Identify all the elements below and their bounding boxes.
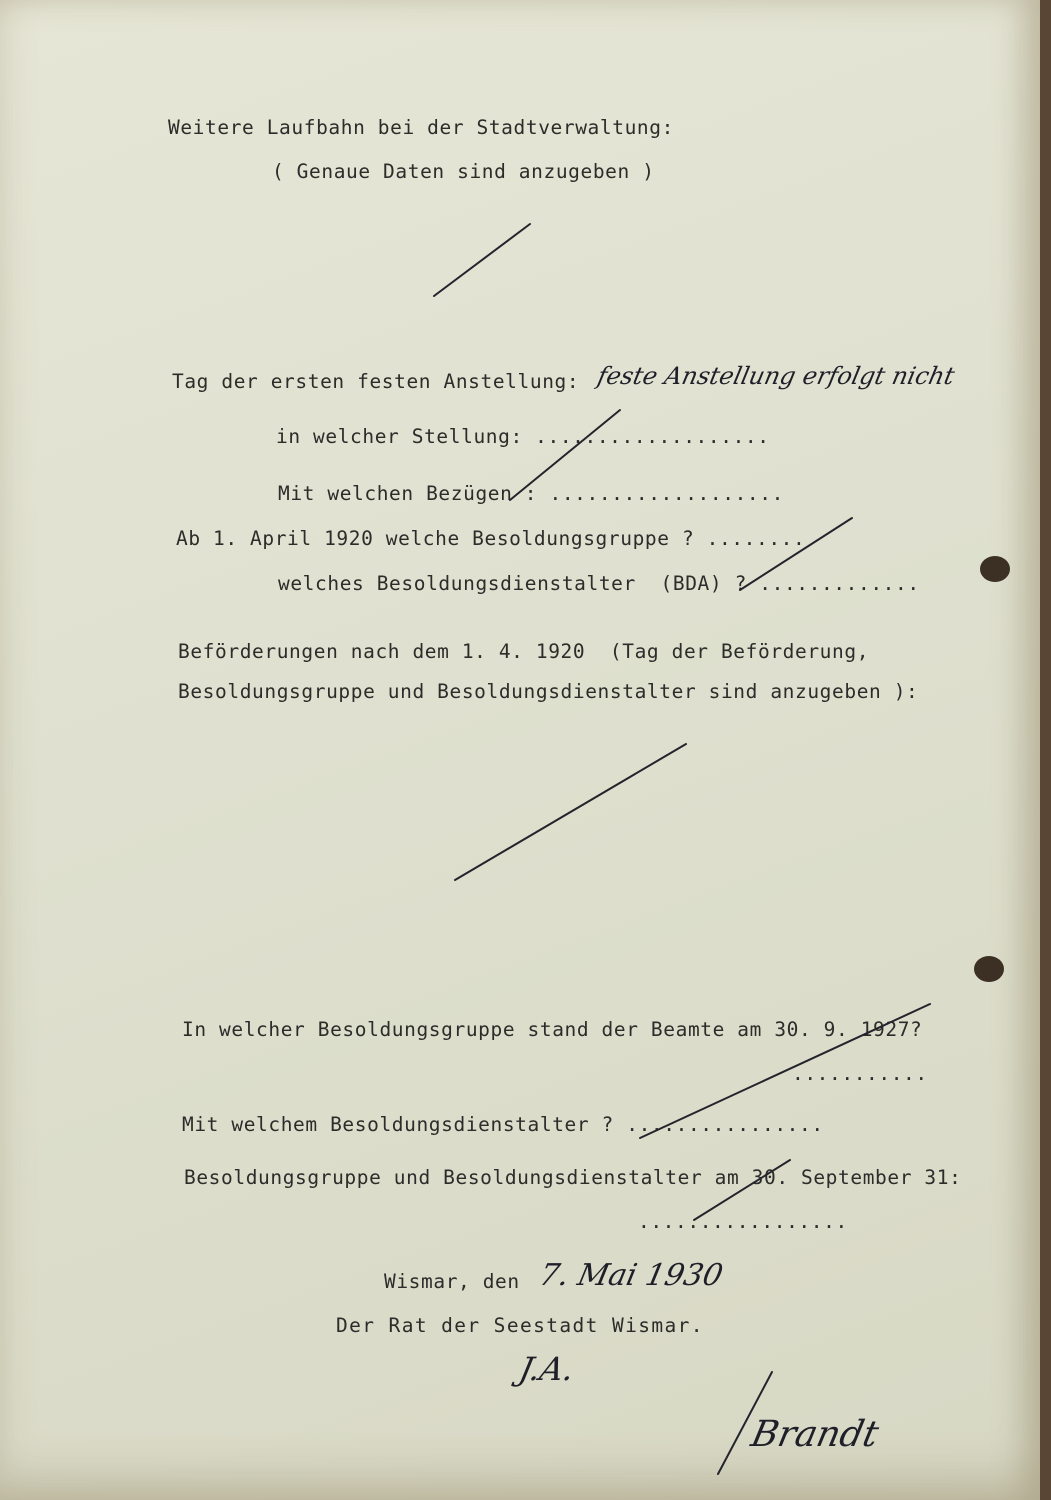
status-1931-question: Besoldungsgruppe und Besoldungsdienstalter am 30. September 31: <box>184 1166 962 1189</box>
punch-hole-top <box>980 556 1010 582</box>
council-line: Der Rat der Seestadt Wismar. <box>336 1314 704 1337</box>
status-1931-dots: ................. <box>638 1210 848 1233</box>
first-employment-label: Tag der ersten festen Anstellung: <box>172 370 580 393</box>
seniority-field: Mit welchem Besoldungsdienstalter ? ................ <box>182 1113 824 1136</box>
bda-field: welches Besoldungsdienstalter (BDA) ? ............. <box>278 572 920 595</box>
pay-group-1927-question: In welcher Besoldungsgruppe stand der Beamte am 30. 9. 1927? <box>182 1018 923 1041</box>
section-note: ( Genaue Daten sind anzugeben ) <box>272 160 655 183</box>
pay-group-1920-field: Ab 1. April 1920 welche Besoldungsgruppe ? ........ <box>176 527 806 550</box>
position-field: in welcher Stellung: ................... <box>276 425 770 448</box>
salary-field: Mit welchen Bezügen : ................... <box>278 482 784 505</box>
place-label: Wismar, den <box>384 1270 520 1293</box>
signature-handwritten: Brandt <box>747 1414 883 1455</box>
pay-group-1927-dots: ........... <box>792 1062 928 1085</box>
first-employment-handwritten: feste Anstellung erfolgt nicht <box>595 362 958 390</box>
punch-hole-bottom <box>974 956 1004 982</box>
initials-handwritten: J.A. <box>515 1350 578 1388</box>
date-handwritten: 7. Mai 1930 <box>536 1258 726 1293</box>
section-title: Weitere Laufbahn bei der Stadtverwaltung: <box>168 116 674 139</box>
promotions-line-1: Beförderungen nach dem 1. 4. 1920 (Tag der Beförderung, <box>178 640 870 663</box>
promotions-line-2: Besoldungsgruppe und Besoldungsdienstalter sind anzugeben ): <box>178 680 919 703</box>
